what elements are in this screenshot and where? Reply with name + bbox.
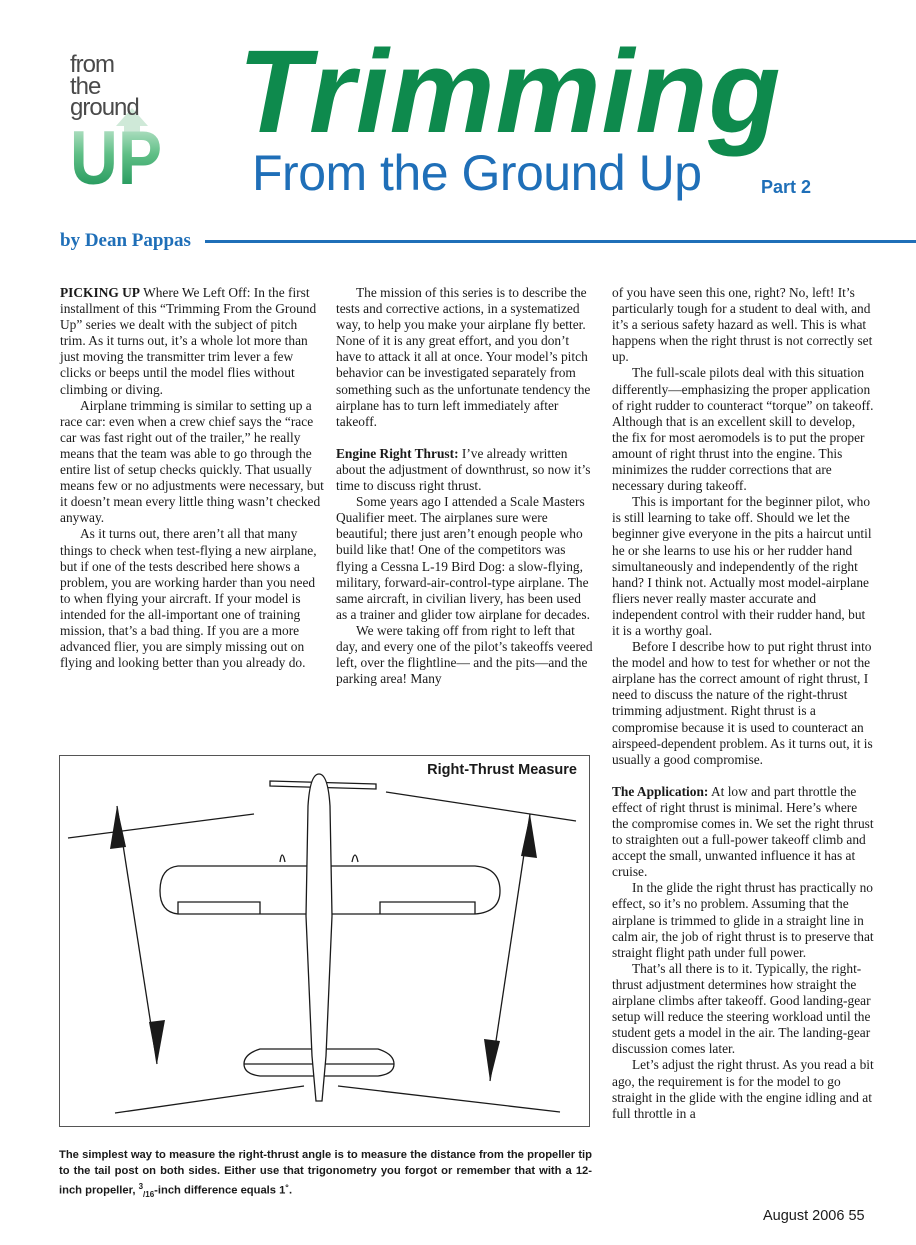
arrow-head-left-bottom [149,1020,165,1064]
logo-up-text: UP [70,116,162,188]
paragraph: As it turns out, there aren’t all that many things to check when test-flying a new airplane, but if one of the tests described here shows a problem, you are working harder than you need to when flying your aircraft. If your model is intended for the all-important one of training mission, that’s a bad thing. If you are a more advanced flier, you are simply missing out on flying and looking better than you already do. [60,526,317,671]
paragraph-text: Where We Left Off: In the first installment of this “Trimming From the Ground Up” series we dealt with the subject of pitch trim. As it turns out, it’s a whole lot more than just moving the transmitter trim lever a few clicks or beeps until the model flies without climbing or diving. [60,285,317,397]
article-subtitle: From the Ground Up [252,145,702,201]
figure-caption [59,1147,592,1203]
text-column-2 [336,285,594,687]
paragraph: Before I describe how to put right thrust into the model and how to test for whether or not the airplane has the correct amount of right thrust, I need to discuss the nature of the right-thrust trimming adjustment. Right thrust is a compromise because it is used to counteract an airspeed-dependent problem. As it turns out, it is usually a good compromise. [612,639,873,767]
run-in-heading: PICKING UP [60,285,140,300]
paragraph-text: At low and part throttle the effect of right thrust is minimal. Here’s where the compromise comes in. We set the right thrust to straighten out a full-power takeoff climb and accept the small, unwanted influence it has at cruise. [612,783,874,880]
reference-line-left-bottom [115,1086,304,1113]
wing-stub-left [280,855,285,862]
paragraph: This is important for the beginner pilot, who is still learning to take off. Should we let the beginner give everyone in the pits a haircut until he or she learns to use his or her rudder hand simultaneously and independently of the right hand? I think not. Actually most model-airplane fliers never really master accurate and independent control with their rudder hand, but it is a worthy goal. [612,494,872,638]
caption-text-end: -inch difference equals 1˚. [154,1184,293,1197]
paragraph: The full-scale pilots deal with this situation differently—emphasizing the proper application of right rudder to counteract “torque” on takeoff. Although that is an excellent skill to develop, the fix for most aeromodels is to put the proper amount of right thrust into the engine. This minimizes the rudder corrections that are necessary during takeoff. [612,365,874,494]
paragraph: Airplane trimming is similar to setting up a race car: even when a crew chief says the “race car was fast right out of the trailer,” he really means that the team was able to go through the entire list of setup checks quickly. That usually means few or no adjustments were necessary, but it doesn’t mean every little thing wasn’t checked anyway. [60,397,324,526]
text-column-3 [612,285,874,1122]
arrow-head-left-top [110,806,126,849]
paragraph [612,784,874,881]
right-thrust-figure [59,755,590,1127]
run-in-heading: The Application: [612,783,709,799]
fraction-denominator: /16 [143,1189,155,1199]
byline: by Dean Pappas [60,230,191,251]
reference-line-right-bottom [338,1086,560,1112]
logo-line-from: from [70,51,114,78]
wing-stub-right [352,855,358,862]
page-footer: August 2006 55 [763,1208,865,1224]
article-title: Trimming [238,26,782,158]
run-in-heading: Engine Right Thrust: [336,445,459,461]
reference-line-right-top [386,792,576,821]
arrow-head-right-bottom [484,1039,500,1081]
paragraph: Some years ago I attended a Scale Masters Qualifier meet. The airplanes sure were beautiful; there just aren’t enough people who build like that! One of the competitors was flying a Cessna L-19 Bird Dog: a slow-flying, military, forward-air-control-type airplane. The same aircraft, in civilian livery, has been used as a trainer and glider tow airplane for decades. [336,494,590,622]
paragraph-text: I’ve already written about the adjustment of downthrust, so now it’s time to discuss right thrust. [336,445,591,494]
paragraph: That’s all there is to it. Typically, the right-thrust adjustment determines how straight the airplane climbs after takeoff. Good landing-gear setup will reduce the steering workload until the student gets a model in the air. The landing-gear discussion comes later. [612,960,871,1057]
paragraph: of you have seen this one, right? No, left! It’s particularly tough for a student to deal with, and it’s a serious safety hazard as well. This is what happens when the right thrust is not correctly set up. [612,285,873,365]
figure-title: Right-Thrust Measure [427,762,577,778]
text-column-1 [60,285,325,671]
series-logo [62,50,174,190]
logo-line-ground: ground [70,94,139,121]
paragraph: We were taking off from right to left that day, and every one of the pilot’s takeoffs veered left, over the flightline— and the pits—and the parking area! Many [336,622,593,687]
part-label: Part 2 [761,177,812,197]
logo-line-the: the [70,73,101,100]
paragraph [336,446,594,494]
paragraph: The mission of this series is to describe the tests and corrective actions, in a systematized way, to help you make your airplane fly better. None of it is any great effort, and you don’t have to attack it all at once. Your model’s pitch behavior can be investigated separately from something such as the unfortunate tendency the airplane has to turn left immediately after takeoff. [336,285,591,429]
byline-rule [205,240,916,243]
paragraph: In the glide the right thrust has practically no effect, so it’s no problem. Assuming that the airplane is trimmed to glide in a straight line in calm air, the job of right thrust is to preserve that straight flight path under full power. [612,880,874,960]
arrow-head-right-top [521,814,537,858]
paragraph [60,285,325,398]
fraction-numerator: 3 [138,1182,144,1191]
airplane-diagram [60,756,591,1128]
caption-text: The simplest way to measure the right-thrust angle is to measure the distance from the propeller tip to the tail post on both sides. Either use that trigonometry you forgot or remember that with a 12-inch propeller, [59,1149,592,1197]
paragraph: Let’s adjust the right thrust. As you read a bit ago, the requirement is for the model to go straight in the glide with the engine idling and at full throttle in a [612,1057,874,1121]
reference-line-left-top [68,814,254,838]
